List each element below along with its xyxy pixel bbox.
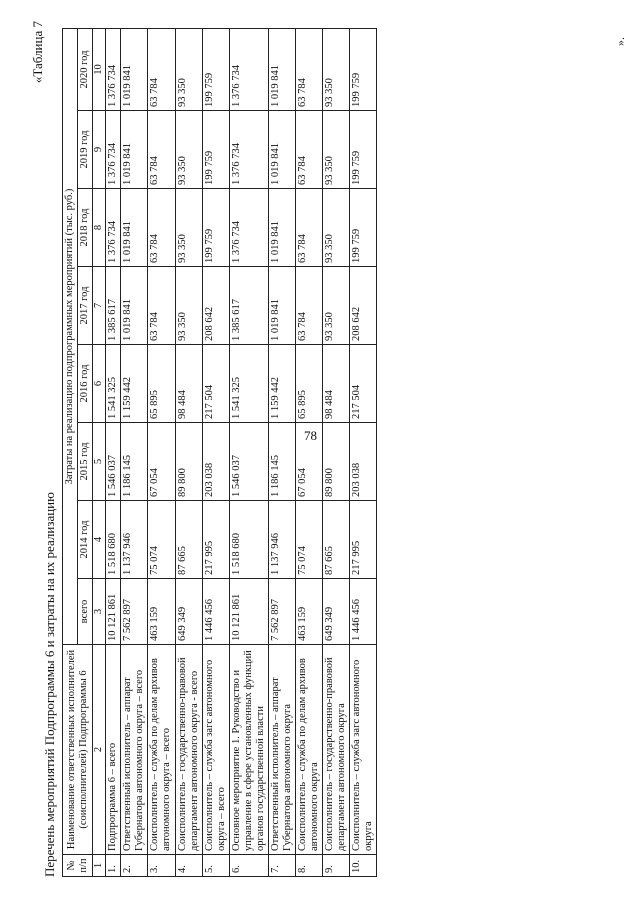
row-year-value: 1 376 734 xyxy=(229,189,268,267)
row-year-value: 98 484 xyxy=(323,345,350,423)
row-year-value: 199 759 xyxy=(350,111,377,189)
table-caption: «Таблица 7 xyxy=(30,21,45,84)
row-year-value: 98 484 xyxy=(175,345,202,423)
table-row xyxy=(350,29,377,877)
header-index: № п/п xyxy=(63,855,93,877)
header-year: 2017 год xyxy=(78,267,93,345)
row-year-value: 1 376 734 xyxy=(106,29,121,111)
header-year: 2016 год xyxy=(78,345,93,423)
row-year-value: 63 784 xyxy=(296,189,323,267)
column-number: 5 xyxy=(93,423,106,501)
row-name: Соисполнитель – государственно-правовой департамент автономного округа xyxy=(323,645,350,855)
row-year-value: 208 642 xyxy=(202,267,229,345)
row-year-value: 63 784 xyxy=(296,267,323,345)
row-year-value: 1 541 325 xyxy=(229,345,268,423)
row-index: 6. xyxy=(229,855,268,877)
row-year-value: 63 784 xyxy=(148,189,175,267)
row-year-value: 93 350 xyxy=(175,111,202,189)
row-total-value: 10 121 861 xyxy=(229,579,268,645)
column-number: 10 xyxy=(93,29,106,111)
row-total-value: 463 159 xyxy=(296,579,323,645)
column-number: 4 xyxy=(93,501,106,579)
table-row xyxy=(106,29,121,877)
row-index: 1. xyxy=(106,855,121,877)
row-total-value: 649 349 xyxy=(323,579,350,645)
row-year-value: 1 019 841 xyxy=(121,189,148,267)
row-year-value: 1 019 841 xyxy=(121,111,148,189)
column-number: 6 xyxy=(93,345,106,423)
column-number: 1 xyxy=(93,855,106,877)
row-year-value: 75 074 xyxy=(148,501,175,579)
header-year: 2019 год xyxy=(78,111,93,189)
row-year-value: 217 995 xyxy=(350,501,377,579)
row-year-value: 1 186 145 xyxy=(268,423,295,501)
table-body xyxy=(106,29,377,877)
row-year-value: 75 074 xyxy=(296,501,323,579)
table-row xyxy=(296,29,323,877)
row-year-value: 199 759 xyxy=(202,111,229,189)
row-year-value: 1 019 841 xyxy=(121,29,148,111)
row-index: 2. xyxy=(121,855,148,877)
row-year-value: 1 541 325 xyxy=(106,345,121,423)
row-year-value: 89 800 xyxy=(323,423,350,501)
row-year-value: 93 350 xyxy=(323,111,350,189)
row-year-value: 1 159 442 xyxy=(121,345,148,423)
row-year-value: 65 895 xyxy=(296,345,323,423)
row-name: Основное мероприятие 1. Руководство и управление в сфере установленных функций органов государственной власти xyxy=(229,645,268,855)
row-year-value: 203 038 xyxy=(350,423,377,501)
row-year-value: 1 518 680 xyxy=(229,501,268,579)
row-year-value: 93 350 xyxy=(175,29,202,111)
row-index: 3. xyxy=(148,855,175,877)
row-name: Соисполнитель – служба загс автономного округа – всего xyxy=(202,645,229,855)
costs-table xyxy=(62,28,377,877)
row-year-value: 1 385 617 xyxy=(106,267,121,345)
row-year-value: 93 350 xyxy=(323,189,350,267)
column-number: 9 xyxy=(93,111,106,189)
row-year-value: 199 759 xyxy=(350,29,377,111)
row-year-value: 1 186 145 xyxy=(121,423,148,501)
row-year-value: 93 350 xyxy=(175,189,202,267)
table-row xyxy=(148,29,175,877)
row-total-value: 463 159 xyxy=(148,579,175,645)
row-total-value: 1 446 456 xyxy=(202,579,229,645)
closing-mark: ». xyxy=(613,37,627,46)
row-total-value: 10 121 861 xyxy=(106,579,121,645)
row-index: 5. xyxy=(202,855,229,877)
row-year-value: 1 137 946 xyxy=(268,501,295,579)
row-year-value: 199 759 xyxy=(202,29,229,111)
row-total-value: 7 562 897 xyxy=(268,579,295,645)
row-year-value: 208 642 xyxy=(350,267,377,345)
table-row xyxy=(229,29,268,877)
row-name: Соисполнитель – служба по делам архивов автономного округа – всего xyxy=(148,645,175,855)
row-year-value: 217 995 xyxy=(202,501,229,579)
header-year: 2018 год xyxy=(78,189,93,267)
row-name: Подпрограмма 6 – всего xyxy=(106,645,121,855)
column-numbers-row xyxy=(93,29,106,877)
header-costs: Затраты на реализацию подпрограммных мероприятий (тыс. руб.) xyxy=(63,29,78,645)
row-year-value: 217 504 xyxy=(350,345,377,423)
row-year-value: 67 054 xyxy=(148,423,175,501)
table-title: Перечень мероприятий Подпрограммы 6 и затраты на их реализацию xyxy=(42,492,57,877)
row-year-value: 93 350 xyxy=(175,267,202,345)
row-year-value: 1 159 442 xyxy=(268,345,295,423)
header-year: 2020 год xyxy=(78,29,93,111)
row-name: Ответственный исполнитель – аппарат Губернатора автономного округа – всего xyxy=(121,645,148,855)
row-total-value: 7 562 897 xyxy=(121,579,148,645)
row-index: 8. xyxy=(296,855,323,877)
row-year-value: 63 784 xyxy=(148,29,175,111)
header-name: Наименование ответственных исполнителей (соисполнителей) Подпрограммы 6 xyxy=(63,645,93,855)
row-year-value: 63 784 xyxy=(296,29,323,111)
row-year-value: 1 376 734 xyxy=(229,29,268,111)
row-year-value: 63 784 xyxy=(148,267,175,345)
column-number: 3 xyxy=(93,579,106,645)
table-row xyxy=(202,29,229,877)
row-year-value: 199 759 xyxy=(202,189,229,267)
row-year-value: 1 019 841 xyxy=(121,267,148,345)
row-name: Соисполнитель – государственно-правовой департамент автономного округа - всего xyxy=(175,645,202,855)
column-number: 7 xyxy=(93,267,106,345)
table-row xyxy=(121,29,148,877)
row-year-value: 87 665 xyxy=(323,501,350,579)
row-index: 10. xyxy=(350,855,377,877)
row-year-value: 63 784 xyxy=(296,111,323,189)
page-number: 78 xyxy=(304,428,317,443)
column-number: 2 xyxy=(93,645,106,855)
row-year-value: 67 054 xyxy=(296,423,323,501)
header-year: 2015 год xyxy=(78,423,93,501)
row-year-value: 65 895 xyxy=(148,345,175,423)
row-total-value: 1 446 456 xyxy=(350,579,377,645)
row-year-value: 1 376 734 xyxy=(106,189,121,267)
row-year-value: 1 019 841 xyxy=(268,267,295,345)
row-year-value: 217 504 xyxy=(202,345,229,423)
column-number: 8 xyxy=(93,189,106,267)
table-row xyxy=(268,29,295,877)
row-year-value: 1 385 617 xyxy=(229,267,268,345)
row-name: Соисполнитель – служба загс автономного округа xyxy=(350,645,377,855)
row-year-value: 203 038 xyxy=(202,423,229,501)
table-row xyxy=(323,29,350,877)
table-row xyxy=(175,29,202,877)
row-year-value: 93 350 xyxy=(323,29,350,111)
row-year-value: 1 376 734 xyxy=(229,111,268,189)
row-year-value: 1 546 037 xyxy=(106,423,121,501)
row-year-value: 1 376 734 xyxy=(106,111,121,189)
row-year-value: 1 019 841 xyxy=(268,189,295,267)
row-year-value: 1 518 680 xyxy=(106,501,121,579)
header-total: всего xyxy=(78,579,93,645)
row-index: 9. xyxy=(323,855,350,877)
header-year: 2014 год xyxy=(78,501,93,579)
row-year-value: 1 019 841 xyxy=(268,29,295,111)
row-year-value: 93 350 xyxy=(323,267,350,345)
row-year-value: 1 019 841 xyxy=(268,111,295,189)
row-total-value: 649 349 xyxy=(175,579,202,645)
row-index: 4. xyxy=(175,855,202,877)
row-year-value: 87 665 xyxy=(175,501,202,579)
row-index: 7. xyxy=(268,855,295,877)
rotated-page xyxy=(10,7,630,897)
row-year-value: 1 546 037 xyxy=(229,423,268,501)
row-year-value: 63 784 xyxy=(148,111,175,189)
row-year-value: 199 759 xyxy=(350,189,377,267)
row-name: Ответственный исполнитель – аппарат Губернатора автономного округа xyxy=(268,645,295,855)
row-year-value: 1 137 946 xyxy=(121,501,148,579)
row-year-value: 89 800 xyxy=(175,423,202,501)
row-name: Соисполнитель – служба по делам архивов автономного округа xyxy=(296,645,323,855)
